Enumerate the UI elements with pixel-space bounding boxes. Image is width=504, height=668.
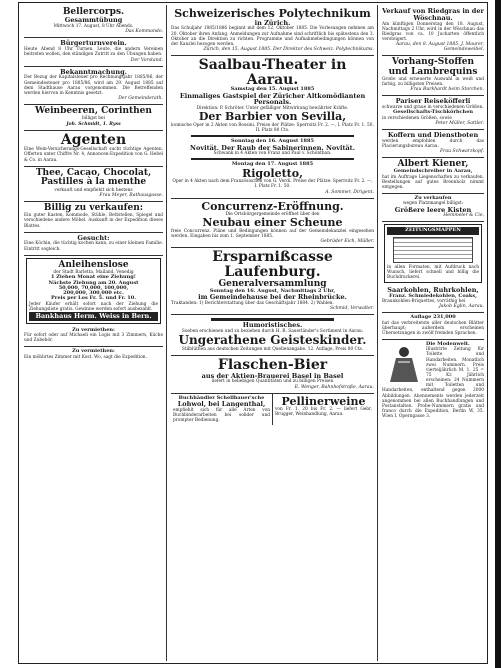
ad-title: Weinbeeren, Corinthen	[35, 105, 152, 116]
ad-title: Pellinerweine	[281, 394, 366, 408]
ad-saalbau-theater	[171, 56, 374, 199]
ad-title: Billig zu verkaufen:	[43, 202, 144, 213]
ad-reisekoefferli	[382, 96, 484, 129]
divider	[191, 158, 354, 160]
ad-title: Vorhang-Stoffen und Lambrequins	[388, 57, 478, 77]
ad-body: Soeben erschienen und zu beziehen durch H. R. Sauerländer's Sortiment in Aarau:	[181, 328, 364, 334]
ad-pellinerweine	[273, 394, 374, 426]
ad-kohlen	[382, 285, 484, 313]
ad-highlight: 1 Ziehen Monat eine Ziehung!	[51, 274, 136, 281]
ad-body: Braunkohlen-Briquettes, vorräthig bei	[382, 299, 466, 305]
ad-weinbeeren	[24, 105, 163, 131]
ad-ersparnisscasse	[171, 248, 374, 315]
ad-title: Agenten	[60, 131, 127, 148]
ad-body: Traktanden: 1) Berichterstattung über das Geschäftsjahr 1884. 2) Wahlen.	[171, 301, 334, 307]
newspaper-folder-illustration	[393, 237, 473, 263]
ad-signature: Das Kommando.	[125, 29, 163, 35]
ad-body: Die Ortsbürgergemeinde eröffnet über den	[225, 212, 320, 218]
ad-title: Saalbau-Theater in Aarau.	[198, 56, 347, 88]
ad-auflage	[382, 313, 484, 340]
ad-body: Für sofort oder auf Michaeli ein Logis mit 3 Zimmern, Küche und Zubehör.	[24, 333, 163, 344]
ad-zeitungsmappen	[384, 224, 482, 283]
ad-subtitle: aus der Aktien-Brauerei Basel in Basel	[201, 371, 344, 380]
ad-body: hat das verbreitetste aller deutschen Blätter überhaupt; außerdem erscheinen Übersetzungen in zwölf fremden Sprachen.	[382, 320, 484, 336]
ad-title: Concurrenz-Eröffnung.	[201, 199, 344, 213]
ad-signature: Hemmeler & Cie.	[443, 213, 484, 219]
ad-bottom-row	[171, 394, 374, 426]
ad-body-2: in verschiedenen Größen, sowie	[382, 115, 452, 121]
ad-title: Schweizerisches Polytechnikum	[174, 7, 371, 20]
page-edge-shadow	[495, 0, 501, 668]
ad-next-draw: Nächste Ziehung am 20. August	[48, 279, 139, 286]
ad-bellercorps	[24, 6, 163, 38]
ad-signature: E. Wenger, Bahnhofstraße, Aarau.	[294, 384, 374, 390]
ad-billig-verkaufen	[24, 202, 163, 233]
ad-title: Ersparnißcasse Laufenburg.	[212, 249, 333, 280]
ad-title: Thee, Cacao, Chocolat, Pastilles à la menthe	[35, 167, 152, 188]
ad-title-2: Größere leere Kisten	[394, 205, 472, 214]
ad-prizes-1: 50,000, 70,000, 100,000,	[58, 284, 129, 291]
ad-title: Bekanntmachung.	[60, 67, 127, 76]
ad-title: Humoristisches.	[242, 321, 303, 330]
ad-title: Koffern und Dienstboten	[387, 130, 479, 139]
ad-subtitle: Lohwol, bei Langenthal,	[177, 399, 266, 408]
ad-body: billigst bei	[82, 116, 105, 122]
divider	[191, 135, 354, 137]
ad-subtitle: in Zürich.	[254, 18, 291, 27]
ad-modenwelt	[382, 340, 484, 422]
ad-body: Große und erneuerte Auswahl in weiß und farbig, zu billigsten Preisen.	[382, 77, 484, 88]
ad-body: von Fr. 1. 20 bis Fr. 2. — liefert Gebr. Brugger, Weinhandlung, Aarau.	[275, 407, 372, 418]
ad-date: Sonntag den 16. August, Nachmittags 2 Uhr,	[209, 287, 336, 294]
ad-title: Saarkohlen, Ruhrkohlen,	[387, 286, 479, 295]
ad-title: Anleihenslose	[58, 259, 129, 270]
ad-body: empfiehlt sich für alle Arten von Buchbinderarbeiten bei solider und prompter Bedienung.	[173, 407, 270, 423]
ad-signature: A. Sommer, Dirigent.	[325, 189, 374, 195]
ad-vorhang-stoffen	[382, 56, 484, 96]
ad-body: werden empfohlen durch das Placierungsbureau Aarau.	[382, 138, 484, 149]
ad-signature: Joh. Schmidt, 1. Ryss	[66, 121, 121, 127]
ad-body: Der Bezug der Kapitalsteuer pro Rechnungsjahr 1885/86, der Gemeindesteuer pro 1885/86, wird am 29. August 1885 auf dem Stadthause Aarau vorgenommen. Die Betreffenden werden hiervon in Kenntnis gesetzt.	[24, 75, 163, 96]
ad-price: Preis per Los Fr. 5. und Fr. 10.	[51, 295, 136, 302]
ad-date: Samstag den 15. August 1885	[230, 86, 315, 93]
ad-signature: Aarau, den 8. August 1885. J. Maurer, Gemeindeweibel.	[395, 42, 484, 53]
ad-anleihenslose	[26, 258, 161, 324]
ad-signature: Gebrüder Eich, Müller.	[320, 239, 374, 245]
ad-body: Illustrirte Zeitung für Toilette und Handarbeiten. Monatlich zwei Nummern. Preis vierteljährlich M. 1. 25 = 75 Kr. Jährlich erscheinen: 24 Nummern mit Toiletten und Handarbeiten, enthaltend gegen 2000 Abbildungen. Abonnements werden jederzeit angenommen bei allen Buchhandlungen und Postanstalten. Probe-Nummern gratis und franco durch die Expedition, Berlin W, 35. Wien I, Operngasse 3.	[382, 347, 484, 420]
ad-signature: Frau Burkhardt beim Storchen.	[410, 87, 484, 93]
ad-title: Verkauf von Riedgras in der Wöschnau.	[382, 7, 484, 22]
ad-date: Mittwoch 17. August, 8 Uhr Abends.	[53, 24, 134, 30]
ad-body: Am künftigen Donnerstag den 18. August, Nachmittags 2 Uhr, wird in der Wöschnau das Riedgras von ca. 10 Jucharten öffentlich versteigert.	[382, 21, 484, 43]
ad-riedgras	[382, 6, 484, 56]
column-left	[21, 5, 167, 661]
ad-signature: Bankhaus Herm. Weiss in Bern.	[29, 312, 158, 321]
ad-body: Eine Wein-Versicherungs-Gesellschaft sucht tüchtige Agenten. Offerten unter Chiffre Nr. 4, Annoncen-Expedition von G. Hebel & Co. in Aarau.	[24, 147, 163, 163]
ad-title-2: Generalversammlung	[218, 278, 327, 289]
ad-gesucht	[24, 233, 163, 256]
ad-body-2: komische Oper in 2 Akten von Rossini. Preise der Plätze: Sperrsitz Fr. 2. —, I. Platz Fr. 1. 50, II. Platz 80 Cts.	[171, 122, 374, 134]
ad-body: liefert in beliebigen Quantitäten und zu billigen Preisen	[211, 379, 334, 385]
ad-body: Eine Köchin, die tüchtig kochen kann, zu einer kleinen Familie. Eintritt sogleich.	[24, 241, 163, 252]
ad-polytechnikum	[171, 6, 374, 56]
ad-title: Bürgerturnverein.	[60, 39, 127, 48]
ad-subtitle: der Stadt Barletta, Mailand, Venedig	[53, 270, 134, 276]
ad-title: Buchhändler Schellbauer'sche	[178, 394, 265, 401]
ad-title: Die Modenwelt.	[426, 340, 470, 347]
ad-subtitle: Gemeindschreiber in Aarau,	[393, 168, 473, 175]
ad-prizes-2: 200,000, 300,000 etc.	[63, 290, 124, 297]
ad-flaschen-bier	[171, 356, 374, 394]
ad-title-2: Neubau einer Scheune	[202, 216, 343, 230]
ad-kisten	[382, 194, 484, 222]
ad-play-title: Der Barbier von Sevilla,	[198, 110, 347, 124]
ad-schellbauer	[171, 394, 273, 426]
ad-date-2: Sonntag den 16. August 1885	[231, 138, 314, 145]
ad-title: Zu verkaufen	[414, 195, 452, 202]
ad-body: in allen Formaten, mit Aufdruck nach Wunsch, liefert schnell und billig die Buchdruckerei.	[387, 264, 479, 280]
ad-concurrenz	[171, 199, 374, 249]
fashion-illustration-icon	[384, 344, 424, 384]
ad-line: Einmaliges Gastspiel der Züricher Altkomödianten Personals.	[179, 91, 366, 107]
ad-body-2: freie Concurrenz. Pläne und Bedingungen können auf der Gemeindekanzlei eingesehen werden. Eingaben bis zum 1. September 1885.	[171, 228, 374, 239]
ad-koffern	[382, 130, 484, 158]
ad-signature: Peter Müller, Sattler.	[435, 120, 484, 126]
ad-signature: Jakob Eglin, Aarau.	[438, 304, 484, 310]
ad-line-2: Novität. Der Raub der Sabinerinnen. Novität.	[190, 143, 355, 152]
ad-subtitle: Franz. Schmiedekohlen, Coaks,	[389, 292, 477, 299]
ad-body: Das Schuljahr 1885/1886 beginnt mit dem 12. Oktober 1885. Die Vorlesungen nehmen am 20. Oktober ihren Anfang. Anmeldungen zur Aufnahme sind schriftlich bis spätestens den 3. Oktober an die Direktion zu richten. Programme und Aufnahmebedingungen können von der Kanzlei bezogen werden.	[171, 26, 374, 47]
ad-body-4: Oper in 4 Akten nach dem Französischen von G. Verdi. Preise der Plätze: Sperrsitz Fr. 2. —, I. Platz Fr. 1. 50.	[172, 179, 373, 190]
ad-place: im Gemeindehause bei der Rheinbrücke.	[198, 293, 347, 302]
ad-humoristisches	[171, 315, 374, 356]
ad-signature: Zürich, den 15. August 1885. Der Direktor des Schweiz. Polytechnikums.	[203, 46, 374, 52]
ad-title-2: Ungerathene Geisteskinder.	[178, 333, 367, 348]
ad-body: Heute Abend 8 Uhr Turnen. Leute, die andern Vereinen beitreten wollen, den ständigen Zutritt zu den Übungen haben.	[24, 47, 163, 58]
ad-bekanntmachung	[24, 67, 163, 105]
ad-title: Flaschen-Bier	[217, 356, 328, 373]
ad-title: Albert Kiener,	[397, 158, 469, 169]
ad-signature: Der Gemeinderath.	[118, 95, 163, 101]
ad-agenten	[24, 131, 163, 167]
ad-signature: Der Vorstand.	[130, 57, 163, 63]
ad-buergerturnverein	[24, 38, 163, 66]
ad-signature: Frau Schwarzkopf.	[440, 148, 484, 154]
ad-albert-kiener	[382, 158, 484, 194]
column-middle	[168, 5, 378, 661]
ad-date-3: Montag den 17. August 1885	[231, 161, 314, 168]
ad-title: Zu vermiethen:	[72, 348, 115, 355]
ad-body: wegen Platzmangel billigst:	[402, 201, 464, 207]
ad-title: ZEITUNGSMAPPEN	[387, 227, 479, 234]
ad-title: Auflage 231,000	[410, 314, 456, 321]
ad-title: Gesucht:	[77, 233, 110, 242]
ad-signature: Schmid, Verwalter.	[329, 306, 374, 312]
ad-signature: Frau Meyer, Rathausgasse.	[99, 192, 163, 198]
ad-body: hat im Auftrage Liegenschaften zu verkaufen. Bestellungen auf gutes Brennholz nimmt entgegen.	[382, 174, 484, 190]
ad-title: Bellercorps.	[62, 7, 125, 17]
ad-title: Zu vermiethen:	[72, 326, 115, 333]
ad-body: verkauft und empfiehlt sich bestens	[54, 187, 133, 193]
ad-thee-cacao	[24, 167, 163, 202]
ad-body-2: Stilblüthen aus deutschen Zeitungen mit Quellenangabe. 12. Auflage, Preis 80 Cts.	[181, 346, 364, 352]
column-right	[379, 5, 487, 661]
ad-body: Ein möblirtes Zimmer mit Kost. Wo, sagt die Expedition.	[24, 354, 147, 360]
newspaper-page	[18, 2, 488, 664]
ad-play-title-2: Rigoletto,	[242, 166, 303, 180]
ad-title: Pariser Reiseköfferli	[395, 97, 471, 106]
ad-subtitle: Gesammtübung	[64, 16, 123, 25]
ad-body: Ein guter Kasten, Kommode, Stühle, Bettstellen, Spiegel und verschiedene andere Möbel. Auskunft in der Expedition dieses Blattes.	[24, 213, 163, 229]
ad-body: Jeder Käufer erhält sofort nach der Ziehung die Ziehungsliste gratis. Gewinne werden sofort ausbezahlt.	[29, 301, 158, 312]
ad-body: schwarze und graue in verschiedenen Größen.	[382, 105, 484, 111]
ad-vermiethen-1	[24, 326, 163, 348]
ad-title-2: Gesellschafts-Tischkörbchen	[392, 109, 474, 116]
ad-vermiethen-2	[24, 347, 163, 362]
ad-body: Direktion: P. Schröter. Unter gefälliger Mitwirkung bewährter Kräfte.	[196, 106, 349, 112]
ad-body-3: Schwank in 4 Akten von Franz und Paul v. Schönthan.	[213, 151, 332, 157]
